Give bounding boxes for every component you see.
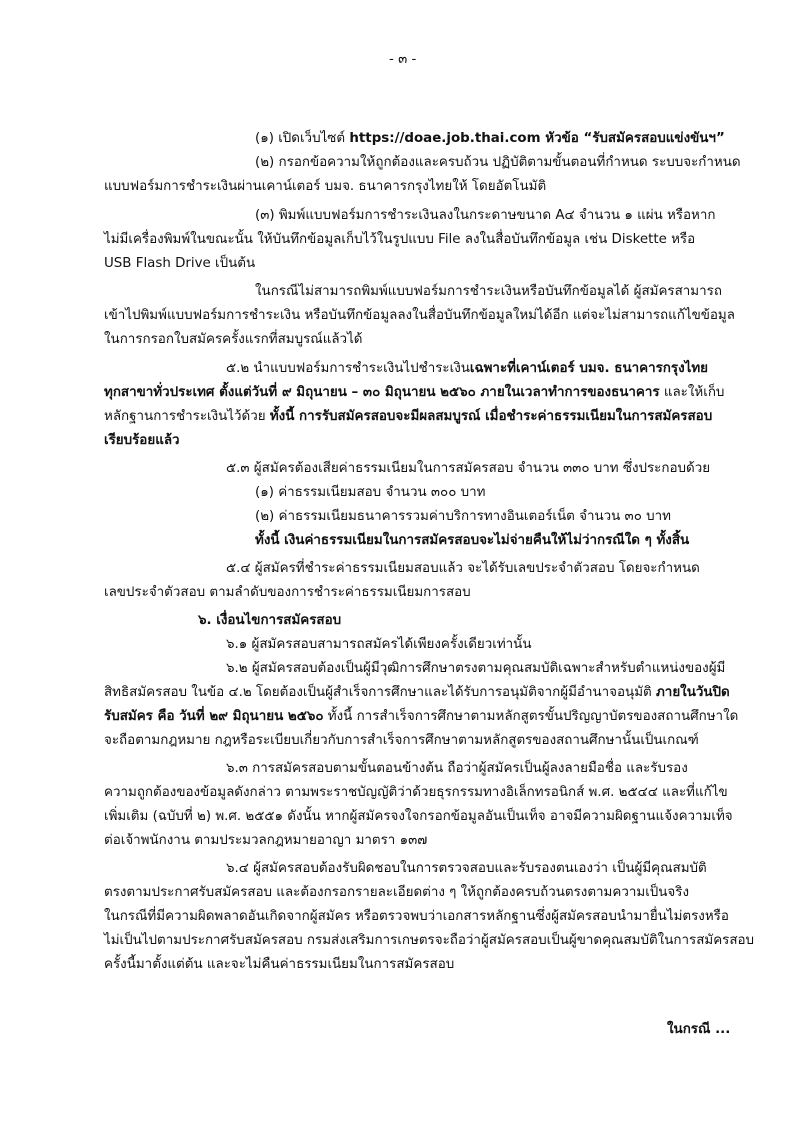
continued-marker: ในกรณี ...: [667, 1022, 731, 1037]
item-1-tail: หัวข้อ “รับสมัครสอบแข่งขันฯ”: [540, 131, 725, 146]
item-3-line-2: ไม่มีเครื่องพิมพ์ในขณะนั้น ให้บันทึกข้อมูลเก็บไว้ในรูปแบบ File ลงในสื่อบันทึกข้อมูล เช่น Diskette หรือ: [104, 232, 696, 247]
s6-2-bold: ภายในวันปิด: [655, 685, 730, 700]
item-2-line-1: (๒) กรอกข้อความให้ถูกต้องและครบถ้วน ปฏิบัติตามขั้นตอนที่กำหนด ระบบจะกำหนด: [255, 155, 741, 170]
section-6-2-line-3: [104, 707, 738, 727]
s5-2-bold-3: ทั้งนี้ การรับสมัครสอบจะมีผลสมบูรณ์ เมื่อชำระค่าธรรมเนียมในการสมัครสอบ: [269, 409, 713, 424]
item-3-line-3: USB Flash Drive เป็นต้น: [104, 256, 256, 271]
website-link[interactable]: https://doae.job.thai.com: [349, 131, 541, 146]
section-6-4-line-1: ๖.๔ ผู้สมัครสอบต้องรับผิดชอบในการตรวจสอบและรับรองตนเองว่า เป็นผู้มีคุณสมบัติ: [226, 861, 707, 876]
section-6-4-line-3: ในกรณีที่มีความผิดพลาดอันเกิดจากผู้สมัคร หรือตรวจพบว่าเอกสารหลักฐานซึ่งผู้สมัครสอบนำมายื่นไม่ตรงหรือ: [104, 909, 729, 924]
section-6-3-line-4: ต่อเจ้าพนักงาน ตามประมวลกฎหมายอาญา มาตรา ๑๓๗: [104, 833, 428, 848]
section-6-2-line-2: [104, 683, 730, 703]
s5-2-bold: เฉพาะที่เคาน์เตอร์ บมจ. ธนาคารกรุงไทย: [469, 361, 709, 376]
no-refund-note: ทั้งนี้ เงินค่าธรรมเนียมในการสมัครสอบจะไม่จ่ายคืนให้ไม่ว่ากรณีใด ๆ ทั้งสิ้น: [255, 533, 690, 548]
section-5-4-line-2: เลขประจำตัวสอบ ตามลำดับของการชำระค่าธรรมเนียมการสอบ: [104, 585, 471, 600]
s5-2-text: ๕.๒ นำแบบฟอร์มการชำระเงินไปชำระเงิน: [226, 361, 470, 376]
fee-item-2: (๒) ค่าธรรมเนียมธนาคารรวมค่าบริการทางอินเตอร์เน็ต จำนวน ๓๐ บาท: [255, 509, 671, 524]
section-5-2-line-2: [104, 383, 724, 403]
section-6-4-line-2: ตรงตามประกาศรับสมัครสอบ และต้องกรอกรายละเอียดต่าง ๆ ให้ถูกต้องครบถ้วนตรงตามความเป็นจริง: [104, 885, 690, 900]
section-6-1: ๖.๑ ผู้สมัครสอบสามารถสมัครได้เพียงครั้งเดียวเท่านั้น: [226, 637, 532, 652]
fee-item-1: (๑) ค่าธรรมเนียมสอบ จำนวน ๓๐๐ บาท: [255, 485, 486, 500]
section-6-3-line-2: ความถูกต้องของข้อมูลดังกล่าว ตามพระราชบัญญัติว่าด้วยธุรกรรมทางอิเล็กทรอนิกส์ พ.ศ. ๒๕๔๔ และที่แก้ไข: [104, 785, 728, 800]
section-5-2-line-3: [104, 407, 712, 427]
s6-2-text: สิทธิสมัครสอบ ในข้อ ๔.๒ โดยต้องเป็นผู้สำเร็จการศึกษาและได้รับการอนุมัติจากผู้มีอำนาจอนุมัติ: [104, 685, 656, 700]
note-line-2: เข้าไปพิมพ์แบบฟอร์มการชำระเงิน หรือบันทึกข้อมูลลงในสื่อบันทึกข้อมูลใหม่ได้อีก แต่จะไม่สามารถแก้ไขข้อมูล: [104, 308, 735, 323]
note-line-1: ในกรณีไม่สามารถพิมพ์แบบฟอร์มการชำระเงินหรือบันทึกข้อมูลได้ ผู้สมัครสามารถ: [255, 284, 722, 299]
item-2-line-2: แบบฟอร์มการชำระเงินผ่านเคาน์เตอร์ บมจ. ธนาคารกรุงไทยให้ โดยอัตโนมัติ: [104, 179, 547, 194]
section-6-4-line-4: ไม่เป็นไปตามประกาศรับสมัครสอบ กรมส่งเสริมการเกษตรจะถือว่าผู้สมัครสอบเป็นผู้ขาดคุณสมบัติในการสมัครสอบ: [104, 933, 755, 948]
s5-2-bold-2: ทุกสาขาทั่วประเทศ ตั้งแต่วันที่ ๙ มิถุนายน – ๓๐ มิถุนายน ๒๕๖๐ ภายในเวลาทำการของธนาคาร: [104, 385, 660, 400]
section-5-2-line-1: [226, 359, 708, 379]
section-6-2-line-1: ๖.๒ ผู้สมัครสอบต้องเป็นผู้มีวุฒิการศึกษาตรงตามคุณสมบัติเฉพาะสำหรับตำแหน่งของผู้มี: [226, 661, 726, 676]
section-5-2-line-4: เรียบร้อยแล้ว: [104, 433, 180, 448]
section-5-4-line-1: ๕.๔ ผู้สมัครที่ชำระค่าธรรมเนียมสอบแล้ว จะได้รับเลขประจำตัวสอบ โดยจะกำหนด: [226, 561, 700, 576]
s5-2-text-3: หลักฐานการชำระเงินไว้ด้วย: [104, 409, 270, 424]
page-number: - ๓ -: [389, 52, 417, 67]
s6-2-bold-2: รับสมัคร คือ วันที่ ๒๙ มิถุนายน ๒๕๖๐: [104, 709, 324, 724]
section-5-3-line-1: ๕.๓ ผู้สมัครต้องเสียค่าธรรมเนียมในการสมัครสอบ จำนวน ๓๓๐ บาท ซึ่งประกอบด้วย: [226, 461, 711, 476]
section-6-3-line-3: เพิ่มเติม (ฉบับที่ ๒) พ.ศ. ๒๕๕๑ ดังนั้น หากผู้สมัครจงใจกรอกข้อมูลอันเป็นเท็จ อาจมีความผิดฐานแจ้งความเท็จ: [104, 809, 733, 824]
section-6-2-line-4: จะถือตามกฎหมาย กฎหรือระเบียบเกี่ยวกับการสำเร็จการศึกษาตามหลักสูตรของสถานศึกษานั้นเป็นเกณฑ์: [104, 733, 699, 748]
section-6-4-line-5: ครั้งนี้มาตั้งแต่ต้น และจะไม่คืนค่าธรรมเนียมในการสมัครสอบ: [104, 957, 455, 972]
item-1-text: (๑) เปิดเว็บไซต์: [255, 131, 350, 146]
section-6-heading: ๖. เงื่อนไขการสมัครสอบ: [198, 613, 342, 628]
item-3-line-1: (๓) พิมพ์แบบฟอร์มการชำระเงินลงในกระดาษขนาด A๔ จำนวน ๑ แผ่น หรือหาก: [255, 208, 716, 223]
note-line-3: ในการกรอกใบสมัครครั้งแรกที่สมบูรณ์แล้วได้: [104, 332, 363, 347]
section-6-3-line-1: ๖.๓ การสมัครสอบตามขั้นตอนข้างต้น ถือว่าผู้สมัครเป็นผู้ลงลายมือชื่อ และรับรอง: [226, 761, 688, 776]
s5-2-text-2: และให้เก็บ: [659, 385, 725, 400]
item-1-line: [255, 129, 725, 149]
s6-2-text-2: ทั้งนี้ การสำเร็จการศึกษาตามหลักสูตรขั้นปริญญาบัตรของสถานศึกษาใด: [323, 709, 739, 724]
